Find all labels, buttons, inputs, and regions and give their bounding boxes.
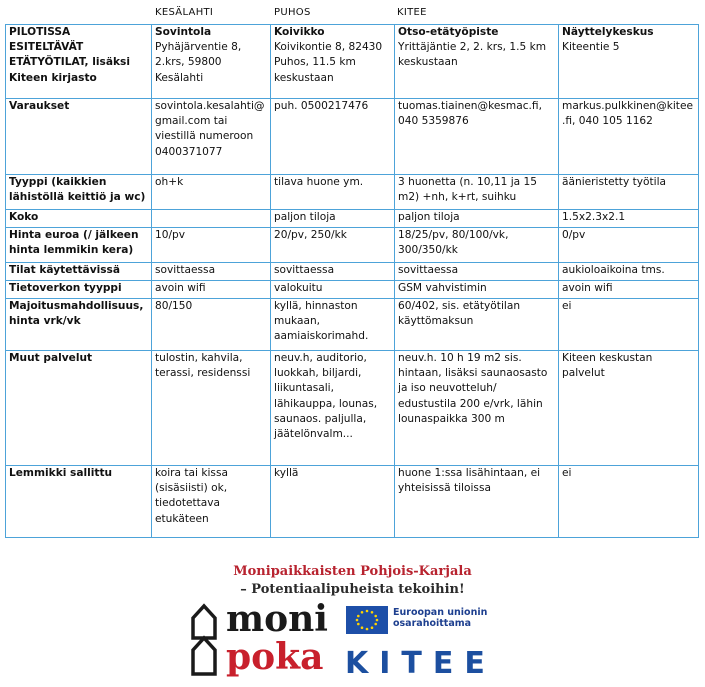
- row-label: Tietoverkon tyyppi: [6, 281, 152, 299]
- table-row: [6, 228, 699, 263]
- table-cell: [152, 210, 271, 228]
- eu-flag-icon: [346, 606, 388, 634]
- row-label: Koko: [6, 210, 152, 228]
- venue-cell: [395, 25, 559, 99]
- row-label: Tilat käytettävissä: [6, 263, 152, 281]
- monipoka-house-icon: [190, 602, 218, 682]
- project-title: Monipaikkaisten Pohjois-Karjala: [233, 564, 472, 579]
- table-cell: markus.pulkkinen@kitee.fi, 040 105 1162: [559, 99, 699, 175]
- table-cell: neuv.h, auditorio, luokkah, biljardi, liikuntasali, lähikauppa, lounas, saunaos. paljulla, jäätelönvalm...: [271, 351, 395, 466]
- logo-word-poka: poka: [226, 636, 324, 678]
- venue-name: Sovintola: [155, 26, 212, 38]
- venue-address: Koivikontie 8, 82430 Puhos, 11.5 km keskustaan: [274, 41, 383, 84]
- table-row: [6, 99, 699, 175]
- logo-word-moni: moni: [226, 598, 328, 640]
- row-label: Hinta euroa (/ jälkeen hinta lemmikin kera): [6, 228, 152, 263]
- venue-name: Koivikko: [274, 26, 325, 38]
- table-cell: kyllä: [271, 466, 395, 538]
- table-row: [6, 299, 699, 351]
- table-cell: sovittaessa: [395, 263, 559, 281]
- venue-cell: [271, 25, 395, 99]
- table-cell: 18/25/pv, 80/100/vk, 300/350/kk: [395, 228, 559, 263]
- table-cell: 60/402, sis. etätyötilan käyttömaksun: [395, 299, 559, 351]
- table-cell: sovintola.kesalahti@gmail.com tai viestillä numeroon 0400371077: [152, 99, 271, 175]
- table-cell: puh. 0500217476: [271, 99, 395, 175]
- table-cell: avoin wifi: [559, 281, 699, 299]
- table-cell: avoin wifi: [152, 281, 271, 299]
- place-kitee: KITEE: [397, 7, 427, 18]
- table-cell: 80/150: [152, 299, 271, 351]
- table-cell: äänieristetty työtila: [559, 175, 699, 210]
- table-cell: 1.5x2.3x2.1: [559, 210, 699, 228]
- table-row: [6, 351, 699, 466]
- venue-table: [5, 24, 699, 538]
- table-row: [6, 466, 699, 538]
- table-cell: oh+k: [152, 175, 271, 210]
- kitee-logo-text: KITEE: [345, 646, 496, 681]
- table-row: [6, 263, 699, 281]
- table-cell: huone 1:ssa lisähintaan, ei yhteisissä tiloissa: [395, 466, 559, 538]
- place-puhos: PUHOS: [274, 7, 311, 18]
- table-cell: sovittaessa: [152, 263, 271, 281]
- table-cell: tilava huone ym.: [271, 175, 395, 210]
- venue-name: Otso-etätyöpiste: [398, 26, 499, 38]
- table-row: [6, 210, 699, 228]
- table-cell: 10/pv: [152, 228, 271, 263]
- table-cell: paljon tiloja: [395, 210, 559, 228]
- header-label: PILOTISSA ESITELTÄVÄT ETÄTYÖTILAT, lisäksi Kiteen kirjasto: [6, 25, 152, 99]
- table-cell: ei: [559, 466, 699, 538]
- eu-line-1: Euroopan unionin: [393, 607, 488, 618]
- venue-cell: [559, 25, 699, 99]
- venue-address: Yrittäjäntie 2, 2. krs, 1.5 km keskustaan: [398, 41, 547, 69]
- row-label: Muut palvelut: [6, 351, 152, 466]
- table-cell: koira tai kissa (sisäsiisti) ok, tiedotettava etukäteen: [152, 466, 271, 538]
- table-cell: tulostin, kahvila, terassi, residenssi: [152, 351, 271, 466]
- project-slogan: – Potentiaalipuheista tekoihin!: [240, 582, 465, 597]
- row-label: Lemmikki sallittu: [6, 466, 152, 538]
- venue-cell: [152, 25, 271, 99]
- table-cell: valokuitu: [271, 281, 395, 299]
- eu-line-2: osarahoittama: [393, 618, 472, 629]
- table-cell: 20/pv, 250/kk: [271, 228, 395, 263]
- table-cell: kyllä, hinnaston mukaan, aamiaiskorimahd.: [271, 299, 395, 351]
- table-cell: paljon tiloja: [271, 210, 395, 228]
- place-headers: [0, 7, 705, 21]
- table-cell: aukioloaikoina tms.: [559, 263, 699, 281]
- table-cell: sovittaessa: [271, 263, 395, 281]
- table-cell: 0/pv: [559, 228, 699, 263]
- footer-logos: [0, 560, 705, 687]
- table-cell: GSM vahvistimin: [395, 281, 559, 299]
- place-kesalahti: KESÄLAHTI: [155, 7, 214, 18]
- row-label: Tyyppi (kaikkien lähistöllä keittiö ja wc): [6, 175, 152, 210]
- table-row: [6, 281, 699, 299]
- venue-name: Näyttelykeskus: [562, 26, 654, 38]
- venue-address: Kiteentie 5: [562, 41, 620, 54]
- table-row: [6, 175, 699, 210]
- table-cell: 3 huonetta (n. 10,11 ja 15 m2) +nh, k+rt, suihku: [395, 175, 559, 210]
- venue-address: Pyhäjärventie 8, 2.krs, 59800 Kesälahti: [155, 41, 242, 84]
- row-label: Varaukset: [6, 99, 152, 175]
- table-cell: neuv.h. 10 h 19 m2 sis. hintaan, lisäksi saunaosasto ja iso neuvotteluh/ edustustila 200 e/vrk, lähin lounaspaikka 300 m: [395, 351, 559, 466]
- table-cell: ei: [559, 299, 699, 351]
- table-header-row: [6, 25, 699, 99]
- row-label: Majoitusmahdollisuus, hinta vrk/vk: [6, 299, 152, 351]
- table-cell: Kiteen keskustan palvelut: [559, 351, 699, 466]
- table-cell: tuomas.tiainen@kesmac.fi, 040 5359876: [395, 99, 559, 175]
- eu-funding-text: [393, 607, 487, 629]
